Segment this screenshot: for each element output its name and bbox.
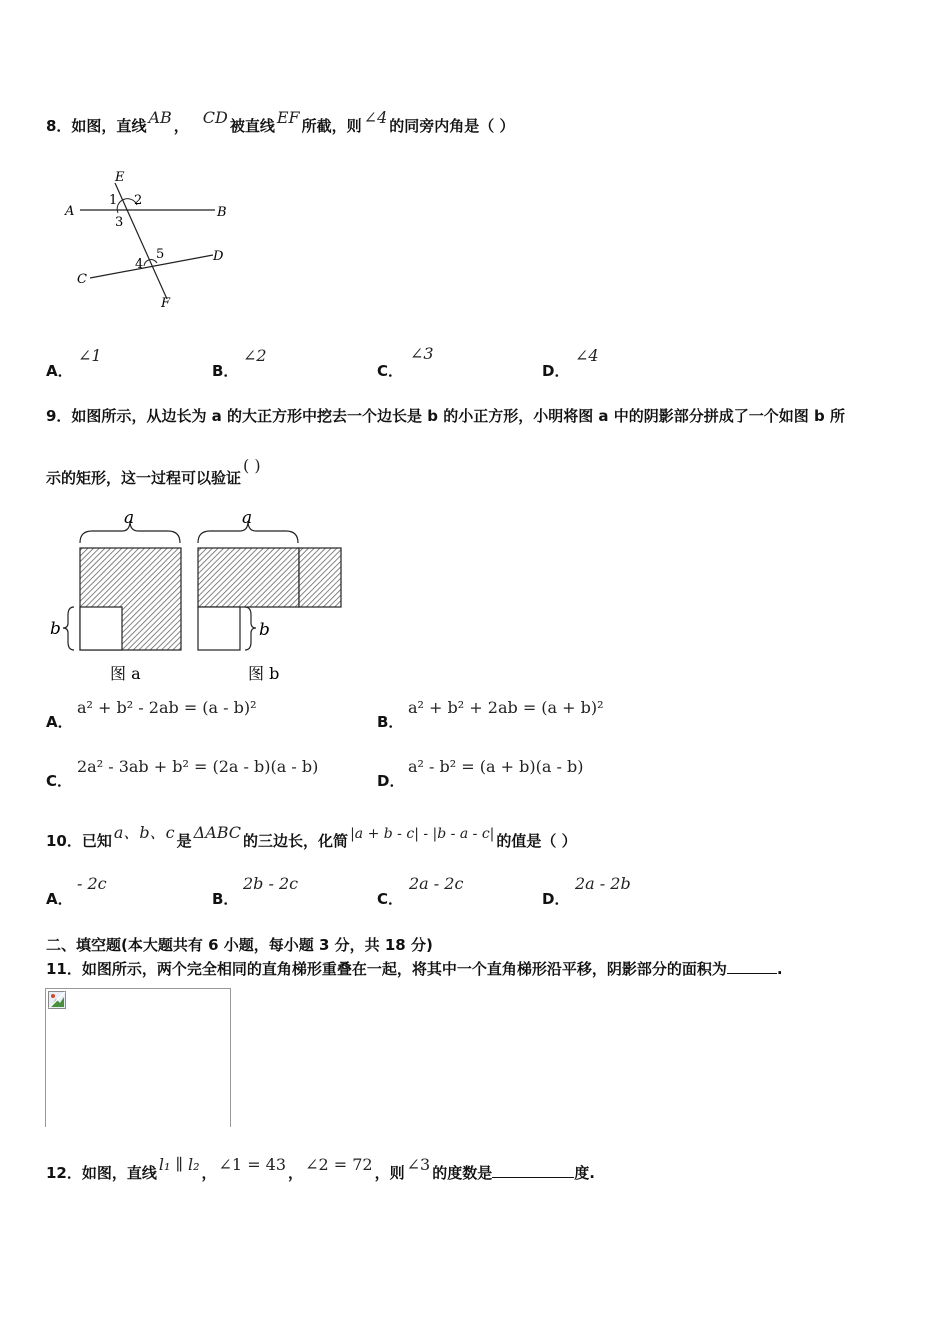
q8-option-c-value: ∠3 (410, 344, 434, 363)
q9-option-b-letter[interactable]: B． (377, 713, 404, 731)
brace-b-left (63, 607, 74, 650)
q10-option-d-value: 2a - 2b (575, 874, 631, 893)
label-1: 1 (109, 193, 118, 208)
label-a-left: a (124, 508, 135, 528)
caption-fig-b: 图 b (248, 664, 280, 683)
q8-figure (55, 165, 245, 315)
label-B: B (217, 205, 227, 220)
q9-stem-line1: 9．如图所示，从边长为 a 的大正方形中挖去一个边长是 b 的小正方形，小明将图 a 中的阴影部分拼成了一个如图 b 所 (46, 407, 845, 425)
q8-option-a-value: ∠1 (78, 346, 102, 365)
q10-option-a-value: - 2c (77, 874, 107, 893)
line-cd (90, 255, 213, 278)
q8-option-b-value: ∠2 (243, 346, 267, 365)
q10-stem: 10．已知 a、b、c 是 ΔABC 的三边长，化简 |a + b - c| - |b - a - c| 的值是（ ） (46, 823, 577, 850)
q9-option-d-value: a² - b² = (a + b)(a - b) (408, 757, 584, 776)
label-3: 3 (115, 215, 124, 230)
q8-option-d-letter[interactable]: D． (542, 362, 570, 380)
caption-fig-a: 图 a (110, 664, 141, 683)
q9-option-b-value: a² + b² + 2ab = (a + b)² (408, 698, 604, 717)
q8-option-b-letter[interactable]: B． (212, 362, 239, 380)
q10-option-b-value: 2b - 2c (243, 874, 299, 893)
label-C: C (77, 272, 87, 287)
rect-shaded-right (299, 548, 341, 607)
brace-b-right (245, 607, 256, 650)
q11-image-placeholder (45, 988, 231, 1127)
q12-answer-blank[interactable] (492, 1165, 574, 1178)
small-square-cut (80, 607, 122, 650)
label-2: 2 (134, 193, 143, 208)
q8-option-d-value: ∠4 (575, 346, 599, 365)
q9-option-a-value: a² + b² - 2ab = (a - b)² (77, 698, 257, 717)
rect-shaded-left (198, 548, 299, 607)
broken-image-icon (48, 991, 66, 1009)
label-b-left: b (50, 619, 61, 639)
q8-stem: 8．如图，直线 AB ， CD 被直线 EF 所截，则 ∠4 的同旁内角是（ ） (46, 108, 515, 135)
section-heading: 二、填空题(本大题共有 6 小题，每小题 3 分，共 18 分) (46, 936, 433, 954)
q10-option-c-value: 2a - 2c (409, 874, 464, 893)
q10-option-b-letter[interactable]: B． (212, 890, 239, 908)
label-4: 4 (135, 257, 144, 272)
label-b-right: b (259, 620, 270, 640)
q10-option-d-letter[interactable]: D． (542, 890, 570, 908)
q8-option-a-letter[interactable]: A． (46, 362, 73, 380)
q11-stem: 11．如图所示，两个完全相同的直角梯形重叠在一起，将其中一个直角梯形沿平移，阴影部分的面积为 . (46, 960, 783, 978)
label-D: D (213, 249, 224, 264)
q9-stem-line2: 示的矩形，这一过程可以验证( ) (46, 456, 261, 487)
q9-option-a-letter[interactable]: A． (46, 713, 73, 731)
q10-option-a-letter[interactable]: A． (46, 890, 73, 908)
label-a-right: a (242, 508, 253, 528)
small-square-b (198, 607, 240, 650)
q9-option-c-value: 2a² - 3ab + b² = (2a - b)(a - b) (77, 757, 319, 776)
label-E: E (115, 170, 125, 185)
label-F: F (161, 296, 171, 311)
q10-option-c-letter[interactable]: C． (377, 890, 404, 908)
q8-option-c-letter[interactable]: C． (377, 362, 404, 380)
q12-stem: 12．如图，直线 l₁ ∥ l₂ ， ∠1 = 43 ， ∠2 = 72 ，则 ∠3 的度数是 度. (46, 1155, 595, 1182)
q11-answer-blank[interactable] (727, 961, 777, 974)
q9-option-c-letter[interactable]: C． (46, 772, 73, 790)
label-5: 5 (156, 247, 165, 262)
q9-figure (40, 505, 360, 690)
q9-option-d-letter[interactable]: D． (377, 772, 405, 790)
label-A: A (65, 204, 75, 219)
